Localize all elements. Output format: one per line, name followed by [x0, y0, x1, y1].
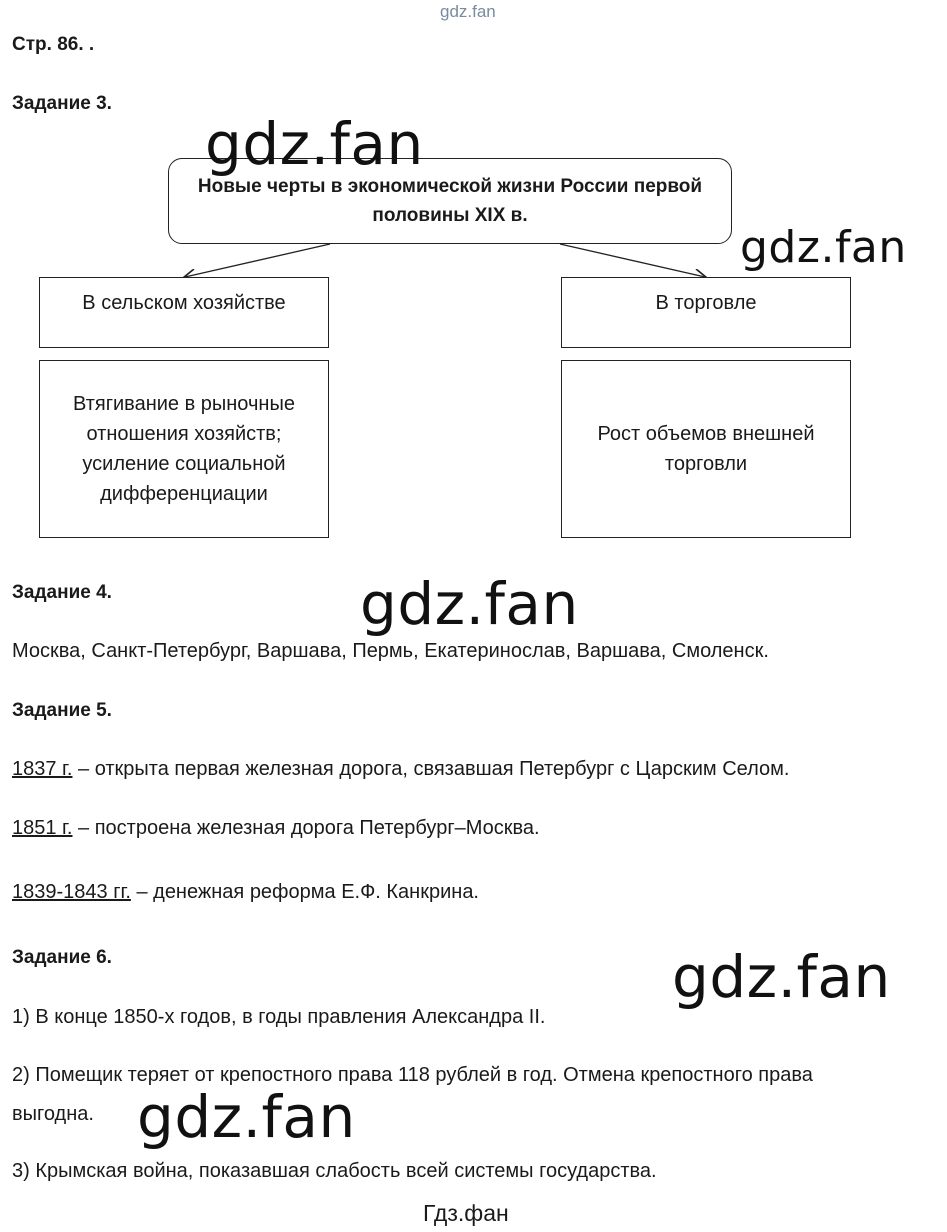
task5-item — [12, 817, 540, 840]
watermark: gdz.fan — [205, 110, 424, 178]
task5-event: – построена железная дорога Петербург–Москва. — [72, 817, 540, 839]
footer-label: Гдз.фан — [423, 1200, 509, 1226]
task5-date: 1837 г. — [12, 758, 73, 780]
diagram-main-text: Новые черты в экономической жизни России первой половины XIX в. — [197, 176, 703, 226]
task6-answer-3: 3) Крымская война, показавшая слабость всей системы государства. — [12, 1160, 657, 1182]
box-agriculture-header — [39, 277, 329, 348]
box-trade-content — [561, 360, 851, 538]
arrow-left — [185, 244, 330, 277]
box-agriculture-header-text: В сельском хозяйстве — [82, 292, 286, 314]
task5-heading: Задание 5. — [12, 700, 112, 721]
task5-event: – денежная реформа Е.Ф. Канкрина. — [130, 881, 479, 903]
task4-text: Москва, Санкт-Петербург, Варшава, Пермь, Екатеринослав, Варшава, Смоленск. — [12, 640, 769, 662]
task5-date: 1839-1843 гг. — [12, 881, 131, 903]
task5-date: 1851 г. — [12, 817, 73, 839]
task6-answer-1: 1) В конце 1850-х годов, в годы правления Александра II. — [12, 1006, 546, 1028]
task5-event: – открыта первая железная дорога, связавшая Петербург с Царским Селом. — [72, 758, 790, 780]
task3-heading: Задание 3. — [12, 93, 112, 114]
watermark-top: gdz.fan — [440, 2, 496, 21]
task4-heading: Задание 4. — [12, 582, 112, 603]
arrow-right — [560, 244, 705, 277]
box-trade-content-text: Рост объемов внешней торговли — [597, 423, 815, 475]
box-trade-header-text: В торговле — [655, 292, 757, 314]
task6-heading: Задание 6. — [12, 947, 112, 968]
task5-item — [12, 881, 479, 904]
page-label: Стр. 86. . — [12, 34, 95, 55]
task5-item — [12, 758, 789, 781]
box-agriculture-content-text: Втягивание в рыночные отношения хозяйств; усиление социальной дифференциации — [73, 393, 295, 505]
watermark: gdz.fan — [672, 943, 891, 1011]
task6-answer-2-line2: выгодна. — [12, 1103, 94, 1125]
watermark: gdz.fan — [137, 1083, 356, 1151]
box-agriculture-content — [39, 360, 329, 538]
watermark: gdz.fan — [740, 222, 907, 273]
task6-answer-2-line1: 2) Помещик теряет от крепостного права 118 рублей в год. Отмена крепостного права — [12, 1064, 813, 1086]
watermark: gdz.fan — [360, 570, 579, 638]
box-trade-header — [561, 277, 851, 348]
